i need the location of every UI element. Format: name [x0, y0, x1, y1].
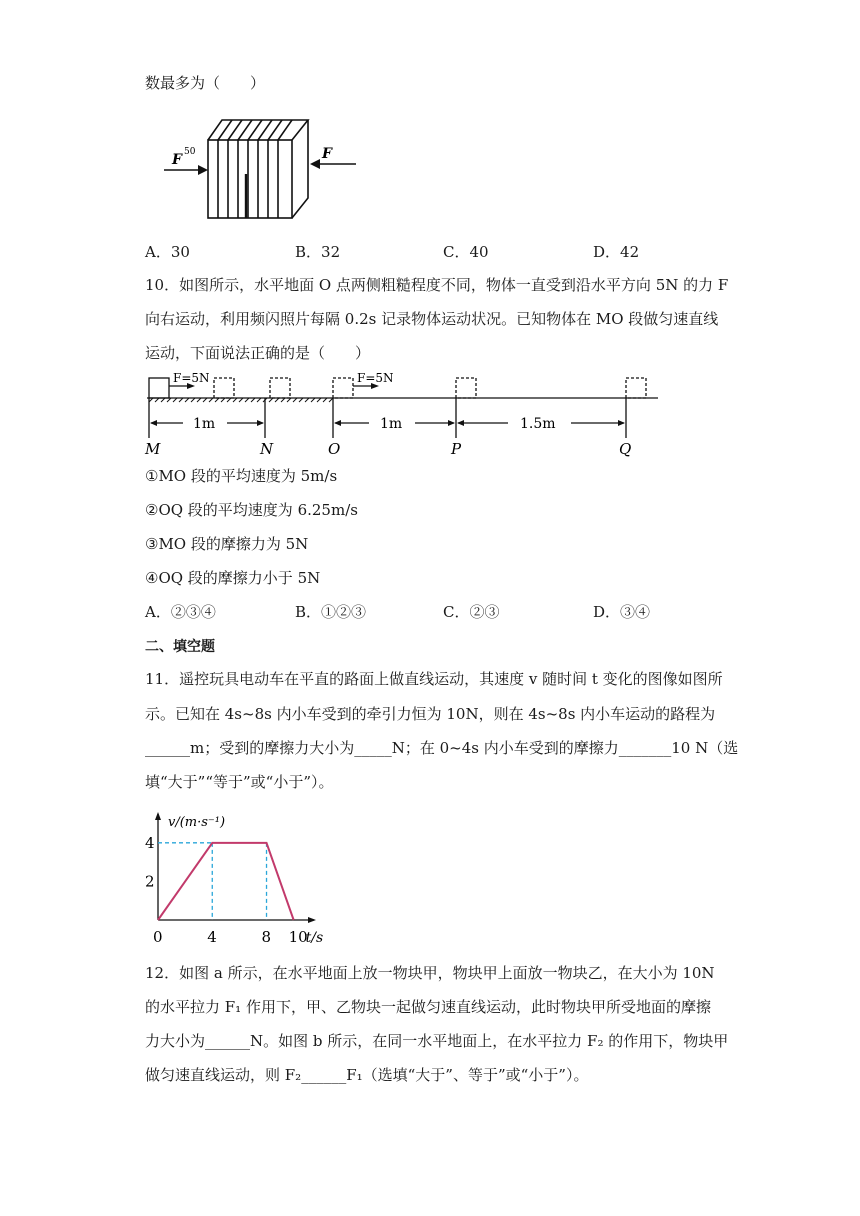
q10-point-o: O	[328, 440, 341, 458]
velocity-series-line	[158, 843, 294, 920]
q10-dist-op: 1m	[380, 416, 403, 432]
q9-left-force-count: 50	[184, 147, 196, 157]
q10-force-label-2: F=5N	[357, 371, 394, 385]
y-axis-arrow	[155, 812, 161, 820]
q9-option-d: D．42	[593, 243, 640, 261]
q10-statement-1: ①MO 段的平均速度为 5m/s	[145, 467, 338, 485]
q10-statement-3: ③MO 段的摩擦力为 5N	[145, 535, 309, 553]
q10-line-3: 运动，下面说法正确的是（ ）	[145, 344, 371, 362]
q10-statement-2: ②OQ 段的平均速度为 6.25m/s	[145, 501, 358, 519]
q10-option-d: D．③④	[593, 603, 651, 621]
q10-point-n: N	[260, 440, 274, 458]
q10-figure	[143, 368, 663, 460]
x-tick-label: 10	[288, 928, 308, 946]
q12-line-3: 力大小为______N。如图 b 所示，在同一水平地面上，在水平拉力 F₂ 的作用下，物块甲	[145, 1032, 729, 1050]
q10-line-2: 向右运动，利用频闪照片每隔 0.2s 记录物体运动状况。已知物体在 MO 段做匀速直线	[145, 310, 719, 328]
q10-statement-4: ④OQ 段的摩擦力小于 5N	[145, 569, 321, 587]
q9-tail: 数最多为（ ）	[145, 74, 266, 92]
q11-line-2: 示。已知在 4s~8s 内小车受到的牵引力恒为 10N，则在 4s~8s 内小车运动的路程为	[145, 705, 716, 723]
q9-figure	[160, 114, 360, 224]
x-axis-label: t/s	[305, 930, 324, 946]
q12-line-2: 的水平拉力 F₁ 作用下，甲、乙物块一起做匀速直线运动，此时物块甲所受地面的摩擦	[145, 998, 711, 1016]
q11-line-1: 11．遥控玩具电动车在平直的路面上做直线运动，其速度 v 随时间 t 变化的图像如图所	[145, 670, 723, 688]
x-tick-label: 0	[153, 928, 163, 946]
x-axis-arrow	[308, 917, 316, 923]
q10-option-b: B．①②③	[295, 603, 367, 621]
q9-right-force-label: F	[322, 146, 332, 162]
q10-dist-mn: 1m	[193, 416, 216, 432]
q10-dist-pq: 1.5m	[520, 416, 556, 432]
q9-option-b: B．32	[295, 243, 341, 261]
q12-line-1: 12．如图 a 所示，在水平地面上放一物块甲，物块甲上面放一物块乙，在大小为 10N	[145, 964, 715, 982]
q10-line-1: 10．如图所示，水平地面 O 点两侧粗糙程度不同，物体一直受到沿水平方向 5N 的力 F	[145, 276, 729, 294]
q10-point-p: P	[451, 440, 462, 458]
q12-line-4: 做匀速直线运动，则 F₂______F₁（选填“大于”、等于”或“小于”）。	[145, 1066, 589, 1084]
q9-option-a: A．30	[145, 243, 190, 261]
q11-line-3: ______m；受到的摩擦力大小为_____N；在 0~4s 内小车受到的摩擦力_______10 N（选	[145, 739, 739, 757]
q9-left-force-label: F	[172, 152, 182, 168]
x-tick-label: 8	[261, 928, 272, 946]
y-axis-label: v/(m·s⁻¹)	[168, 815, 226, 830]
q10-point-q: Q	[619, 440, 632, 458]
x-tick-label: 4	[207, 928, 217, 946]
y-tick-label: 4	[145, 833, 155, 852]
q10-option-a: A．②③④	[145, 603, 216, 621]
q11-line-4: 填“大于”“等于”或“小于”）。	[145, 773, 334, 791]
velocity-time-chart	[140, 808, 324, 948]
q10-point-m: M	[145, 440, 161, 458]
q10-force-label-1: F=5N	[173, 371, 210, 385]
y-tick-label: 2	[145, 872, 155, 891]
section-title: 二、填空题	[145, 639, 215, 655]
q10-option-c: C．②③	[443, 603, 500, 621]
q9-option-c: C．40	[443, 243, 489, 261]
